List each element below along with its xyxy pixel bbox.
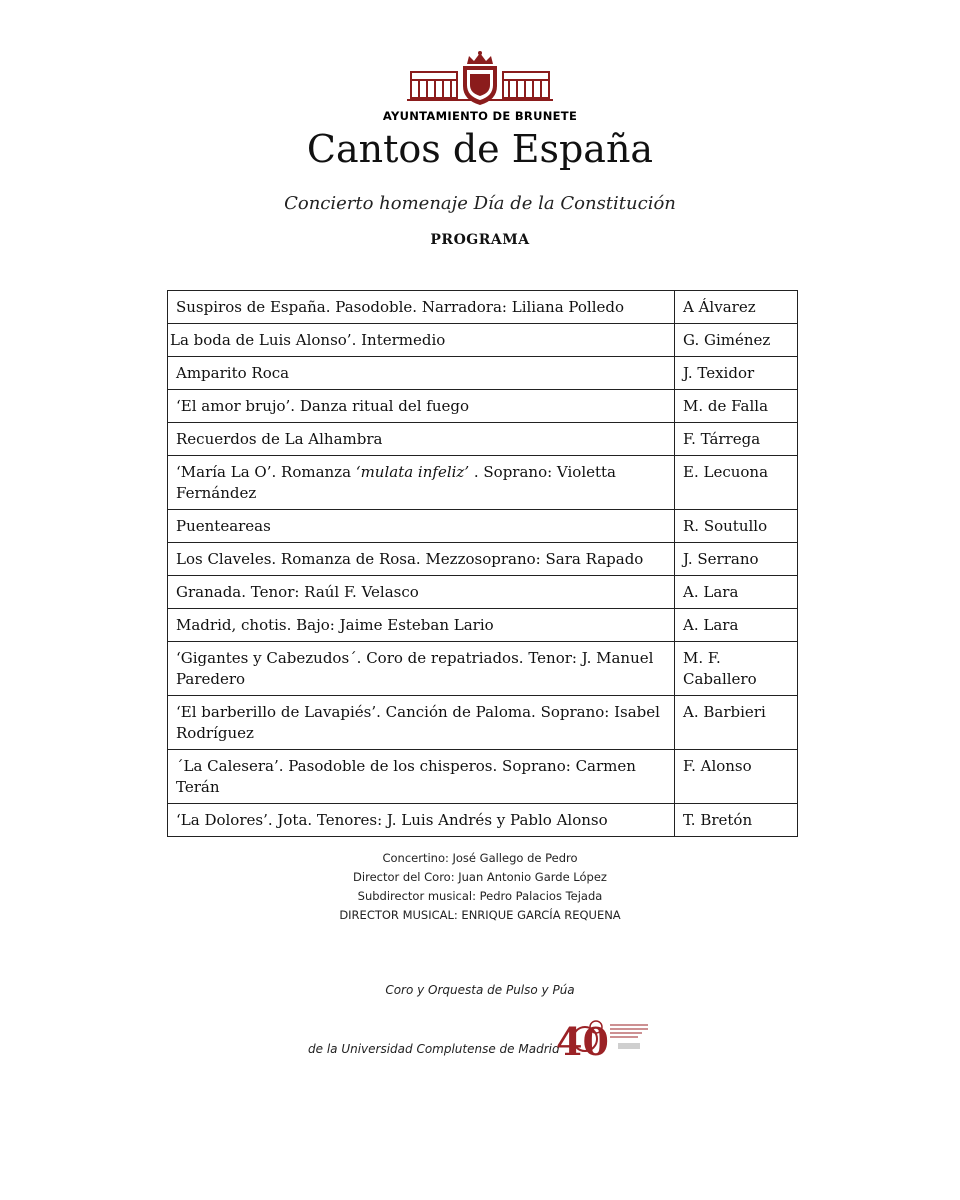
- composer-cell: F. Alonso: [675, 750, 798, 804]
- table-row: [168, 804, 798, 837]
- composer-cell: M. de Falla: [675, 390, 798, 423]
- composer-cell: J. Texidor: [675, 357, 798, 390]
- composer-cell: A Álvarez: [675, 291, 798, 324]
- table-row: [168, 750, 798, 804]
- table-row: [168, 609, 798, 642]
- piece-cell: Granada. Tenor: Raúl F. Velasco: [168, 576, 675, 609]
- piece-cell: Madrid, chotis. Bajo: Jaime Esteban Lario: [168, 609, 675, 642]
- composer-cell: G. Giménez: [675, 324, 798, 357]
- orchestra-line-1: Coro y Orquesta de Pulso y Púa: [385, 983, 575, 997]
- composer-cell: R. Soutullo: [675, 510, 798, 543]
- composer-cell: E. Lecuona: [675, 456, 798, 510]
- piece-cell: Recuerdos de La Alhambra: [168, 423, 675, 456]
- org-name: AYUNTAMIENTO DE BRUNETE: [382, 109, 578, 123]
- table-row: [168, 543, 798, 576]
- composer-cell: T. Bretón: [675, 804, 798, 837]
- credit-music-director: DIRECTOR MUSICAL: ENRIQUE GARCÍA REQUENA: [339, 908, 621, 922]
- table-row: [168, 324, 798, 357]
- composer-cell: A. Lara: [675, 609, 798, 642]
- table-row: [168, 423, 798, 456]
- piece-cell: ‘La Dolores’. Jota. Tenores: J. Luis Andrés y Pablo Alonso: [168, 804, 675, 837]
- table-row: [168, 696, 798, 750]
- table-row: [168, 642, 798, 696]
- piece-cell: ‘Gigantes y Cabezudos´. Coro de repatriados. Tenor: J. Manuel Paredero: [168, 642, 675, 696]
- page-subtitle: Concierto homenaje Día de la Constitución: [284, 193, 676, 214]
- orchestra-line-2: de la Universidad Complutense de Madrid: [308, 1042, 560, 1056]
- table-row: [168, 456, 798, 510]
- logo-number: 40: [556, 1019, 609, 1064]
- composer-cell: A. Lara: [675, 576, 798, 609]
- piece-cell: La boda de Luis Alonso’. Intermedio: [168, 324, 675, 357]
- table-row: [168, 291, 798, 324]
- page-title: Cantos de España: [306, 127, 654, 171]
- piece-text: ‘María La O’. Romanza: [176, 463, 356, 481]
- piece-cell: ‘El amor brujo’. Danza ritual del fuego: [168, 390, 675, 423]
- composer-cell: F. Tárrega: [675, 423, 798, 456]
- header: [0, 50, 960, 123]
- piece-cell: [168, 456, 675, 510]
- credit-choir-director: Director del Coro: Juan Antonio Garde López: [353, 870, 607, 884]
- piece-cell: Amparito Roca: [168, 357, 675, 390]
- piece-cell: Los Claveles. Romanza de Rosa. Mezzosoprano: Sara Rapado: [168, 543, 675, 576]
- table-row: [168, 576, 798, 609]
- piece-cell: ‘El barberillo de Lavapiés’. Canción de Paloma. Soprano: Isabel Rodríguez: [168, 696, 675, 750]
- table-row: [168, 390, 798, 423]
- piece-cell: Puenteareas: [168, 510, 675, 543]
- credit-assistant-director: Subdirector musical: Pedro Palacios Tejada: [357, 889, 603, 903]
- credit-concertino: Concertino: José Gallego de Pedro: [382, 851, 578, 865]
- composer-cell: M. F. Caballero: [675, 642, 798, 696]
- anniversary-40-logo-icon: [552, 1015, 652, 1069]
- composer-cell: A. Barbieri: [675, 696, 798, 750]
- credits: [0, 849, 960, 925]
- piece-cell: Suspiros de España. Pasodoble. Narradora: Liliana Polledo: [168, 291, 675, 324]
- piece-cell: ´La Calesera’. Pasodoble de los chisperos. Soprano: Carmen Terán: [168, 750, 675, 804]
- table-row: [168, 510, 798, 543]
- section-label: PROGRAMA: [430, 232, 530, 248]
- piece-emphasis: ‘mulata infeliz’: [355, 463, 470, 481]
- composer-cell: J. Serrano: [675, 543, 798, 576]
- piece-text: . Soprano: Violetta Fernández: [176, 463, 617, 502]
- table-row: [168, 357, 798, 390]
- town-crest-icon: [405, 50, 555, 106]
- program-table: [167, 290, 798, 837]
